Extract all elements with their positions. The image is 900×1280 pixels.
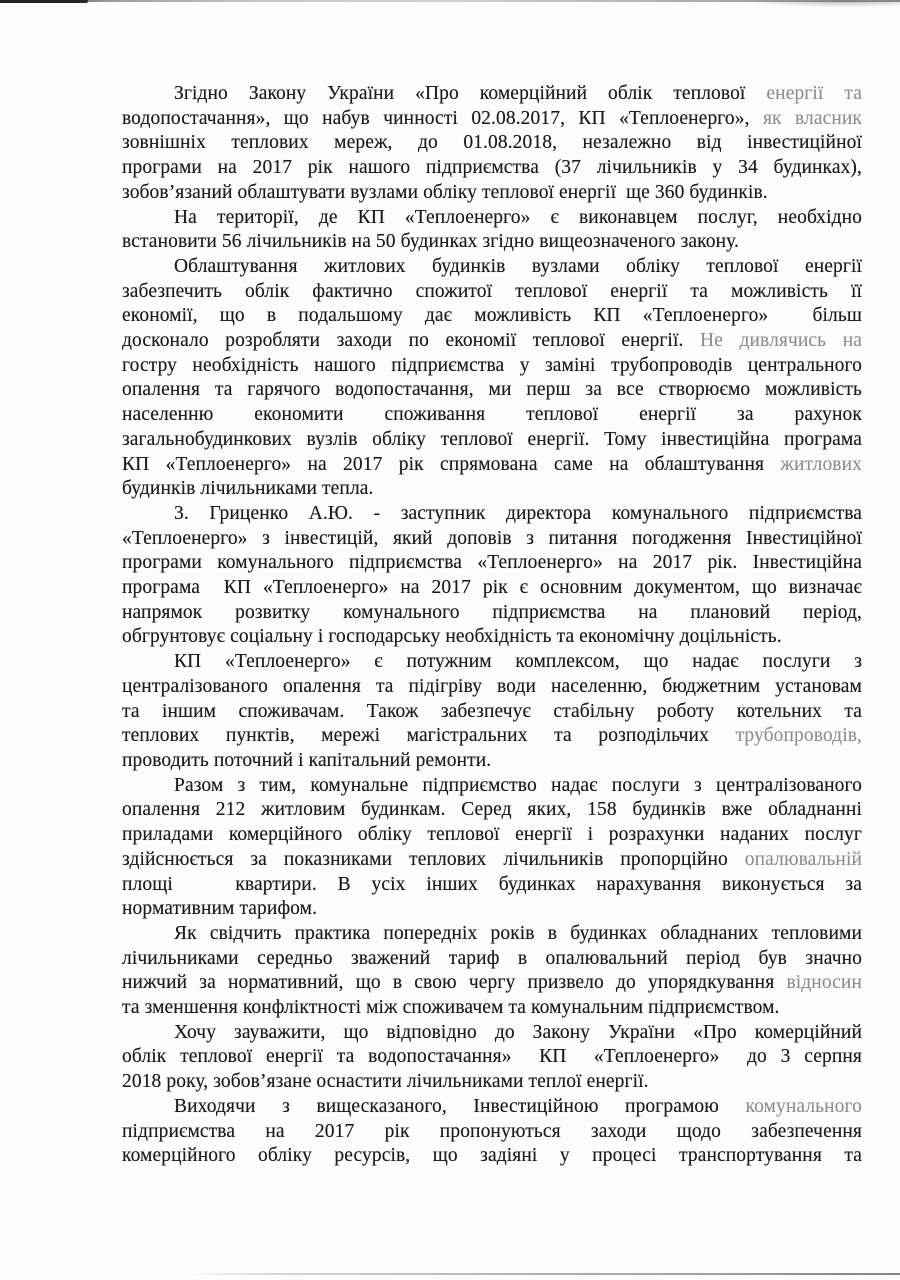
text-line (122, 181, 862, 206)
text-line (122, 1070, 862, 1095)
text-line (122, 551, 862, 576)
text-segment: населенню економити споживання теплової енергії за рахунок (122, 404, 862, 426)
scan-bottom-edge-line (185, 1273, 900, 1275)
text-segment: досконало розробляти заходи по економії теплової енергії. (122, 330, 700, 352)
scan-top-edge-line (0, 0, 900, 2)
text-line (122, 996, 862, 1021)
text-segment: зовнішніх теплових мереж, до 01.08.2018, незалежно від інвестиційної (122, 132, 862, 154)
text-segment: 2018 року, зобов’язане оснастити лічильниками теплої енергії. (122, 1071, 649, 1093)
text-segment: облік теплової енергії та водопостачання» КП «Теплоенерго» до 3 серпня (122, 1046, 862, 1068)
text-line (122, 749, 862, 774)
text-segment: Згідно Закону України «Про комерційний облік теплової (174, 83, 767, 104)
text-line (122, 354, 862, 379)
faded-text-segment: житлових (780, 453, 862, 475)
faded-text-segment: енергії та (766, 83, 862, 104)
text-line (122, 971, 862, 996)
text-line (122, 428, 862, 453)
text-segment: напрямок розвитку комунального підприємства на плановий період, (122, 601, 862, 623)
text-line (122, 255, 862, 280)
text-line (122, 724, 862, 749)
text-line (122, 1045, 862, 1070)
text-line (122, 897, 862, 922)
text-line (122, 206, 862, 231)
faded-text-segment: відносин (786, 972, 862, 994)
paragraph (122, 255, 862, 502)
text-segment: КП «Теплоенерго» на 2017 рік спрямована саме на облаштування (122, 453, 781, 475)
faded-text-segment: комунального (745, 1095, 862, 1117)
text-line (122, 82, 862, 107)
faded-text-segment: опалювальній (744, 848, 862, 870)
text-segment: На території, де КП «Теплоенерго» є виконавцем послуг, необхідно (174, 206, 862, 228)
text-line (122, 798, 862, 823)
text-segment: лічильниками середньо зважений тариф в опалювальний період був значно (122, 947, 862, 969)
text-segment: Хочу зауважити, що відповідно до Закону України «Про комерційний (174, 1021, 862, 1043)
text-segment: підприємства на 2017 рік пропонуються заходи щодо забезпечення (122, 1120, 862, 1142)
text-line (122, 922, 862, 947)
paragraph (122, 206, 862, 255)
text-segment: опалення 212 житловим будинкам. Серед яких, 158 будинків вже обладнанні (122, 799, 862, 821)
text-segment: Облаштування житлових будинків вузлами обліку теплової енергії (174, 255, 862, 277)
text-line (122, 625, 862, 650)
document-body (122, 82, 862, 1169)
text-line (122, 131, 862, 156)
text-line (122, 1095, 862, 1120)
text-line (122, 329, 862, 354)
text-segment: Як свідчить практика попередніх років в будинках обладнаних тепловими (174, 922, 862, 944)
text-line (122, 230, 862, 255)
text-segment: Разом з тим, комунальне підприємство надає послуги з централізованого (174, 774, 862, 796)
text-segment: будинків лічильниками тепла. (122, 478, 374, 500)
scan-top-left-mark (0, 0, 88, 3)
text-line (122, 378, 862, 403)
text-segment: обгрунтовує соціальну і господарську необхідність та економічну доцільність. (122, 626, 782, 648)
text-line (122, 156, 862, 181)
text-line (122, 304, 862, 329)
text-segment: теплових пунктів, мережі магістральних та розподільчих (122, 725, 736, 747)
text-line (122, 848, 862, 873)
text-segment: та іншим споживачам. Також забезпечує стабільну роботу котельних та (122, 700, 862, 722)
paragraph (122, 82, 862, 206)
faded-text-segment: як власник (762, 107, 862, 129)
text-segment: комерційного обліку ресурсів, що задіяні у процесі транспортування та (122, 1145, 862, 1167)
text-segment: гостру необхідність нашого підприємства у заміні трубопроводів центрального (122, 354, 862, 376)
text-segment: опалення та гарячого водопостачання, ми перш за все створюємо можливість (122, 379, 862, 401)
text-line (122, 107, 862, 132)
text-segment: програми на 2017 рік нашого підприємства (37 лічильників у 34 будинках), (122, 157, 862, 179)
text-segment: Виходячи з вищесказаного, Інвестиційною програмою (174, 1095, 746, 1117)
faded-text-segment: Не дивлячись на (699, 330, 862, 352)
text-segment: забезпечить облік фактично спожитої теплової енергії та можливість її (122, 280, 862, 302)
text-line (122, 1021, 862, 1046)
paragraph (122, 922, 862, 1021)
text-line (122, 527, 862, 552)
text-segment: програма КП «Теплоенерго» на 2017 рік є основним документом, що визначає (122, 577, 862, 599)
text-line (122, 1144, 862, 1169)
text-segment: програми комунального підприємства «Теплоенерго» на 2017 рік. Інвестиційна (122, 552, 862, 574)
text-segment: здійснюється за показниками теплових лічильників пропорційно (122, 848, 745, 870)
text-segment: нормативним тарифом. (122, 898, 318, 920)
text-segment: площі квартири. В усіх інших будинках нарахування виконується за (122, 873, 862, 895)
text-segment: встановити 56 лічильників на 50 будинках згідно вищеозначеного закону. (122, 231, 740, 253)
scan-top-right-smudge (740, 0, 900, 7)
text-segment: приладами комерційного обліку теплової енергії і розрахунки наданих послуг (122, 824, 862, 846)
text-segment: 3. Гриценко А.Ю. - заступник директора комунального підприємства (174, 502, 862, 524)
paragraph (122, 1021, 862, 1095)
paragraph (122, 774, 862, 922)
text-segment: централізованого опалення та підігріву води населенню, бюджетним установам (122, 675, 862, 697)
text-line (122, 947, 862, 972)
text-line (122, 650, 862, 675)
text-line (122, 1120, 862, 1145)
text-line (122, 700, 862, 725)
faded-text-segment: трубопроводів, (735, 725, 862, 747)
text-segment: водопостачання», що набув чинності 02.08.2017, КП «Теплоенерго», (122, 107, 763, 129)
paragraph (122, 502, 862, 650)
text-line (122, 774, 862, 799)
paragraph (122, 650, 862, 774)
paragraph (122, 1095, 862, 1169)
text-line (122, 675, 862, 700)
text-line (122, 403, 862, 428)
text-line (122, 601, 862, 626)
text-segment: економії, що в подальшому дає можливість КП «Теплоенерго» більш (122, 305, 862, 327)
text-line (122, 477, 862, 502)
text-line (122, 280, 862, 305)
text-line (122, 823, 862, 848)
text-segment: проводить поточний і капітальний ремонти. (122, 749, 492, 771)
text-segment: КП «Теплоенерго» є потужним комплексом, що надає послуги з (174, 651, 862, 673)
text-line (122, 576, 862, 601)
text-line (122, 873, 862, 898)
text-segment: та зменшення конфліктності між споживачем та комунальним підприємством. (122, 997, 780, 1019)
text-segment: нижчий за нормативний, що в свою чергу призвело до упорядкування (122, 972, 787, 994)
text-line (122, 453, 862, 478)
text-segment: загальнобудинкових вузлів обліку теплової енергії. Тому інвестиційна програма (122, 428, 862, 450)
text-segment: «Теплоенерго» з інвестицій, який доповів з питання погодження Інвестиційної (122, 527, 862, 549)
text-line (122, 502, 862, 527)
text-segment: зобов’язаний облаштувати вузлами обліку теплової енергії ще 360 будинків. (122, 181, 768, 203)
